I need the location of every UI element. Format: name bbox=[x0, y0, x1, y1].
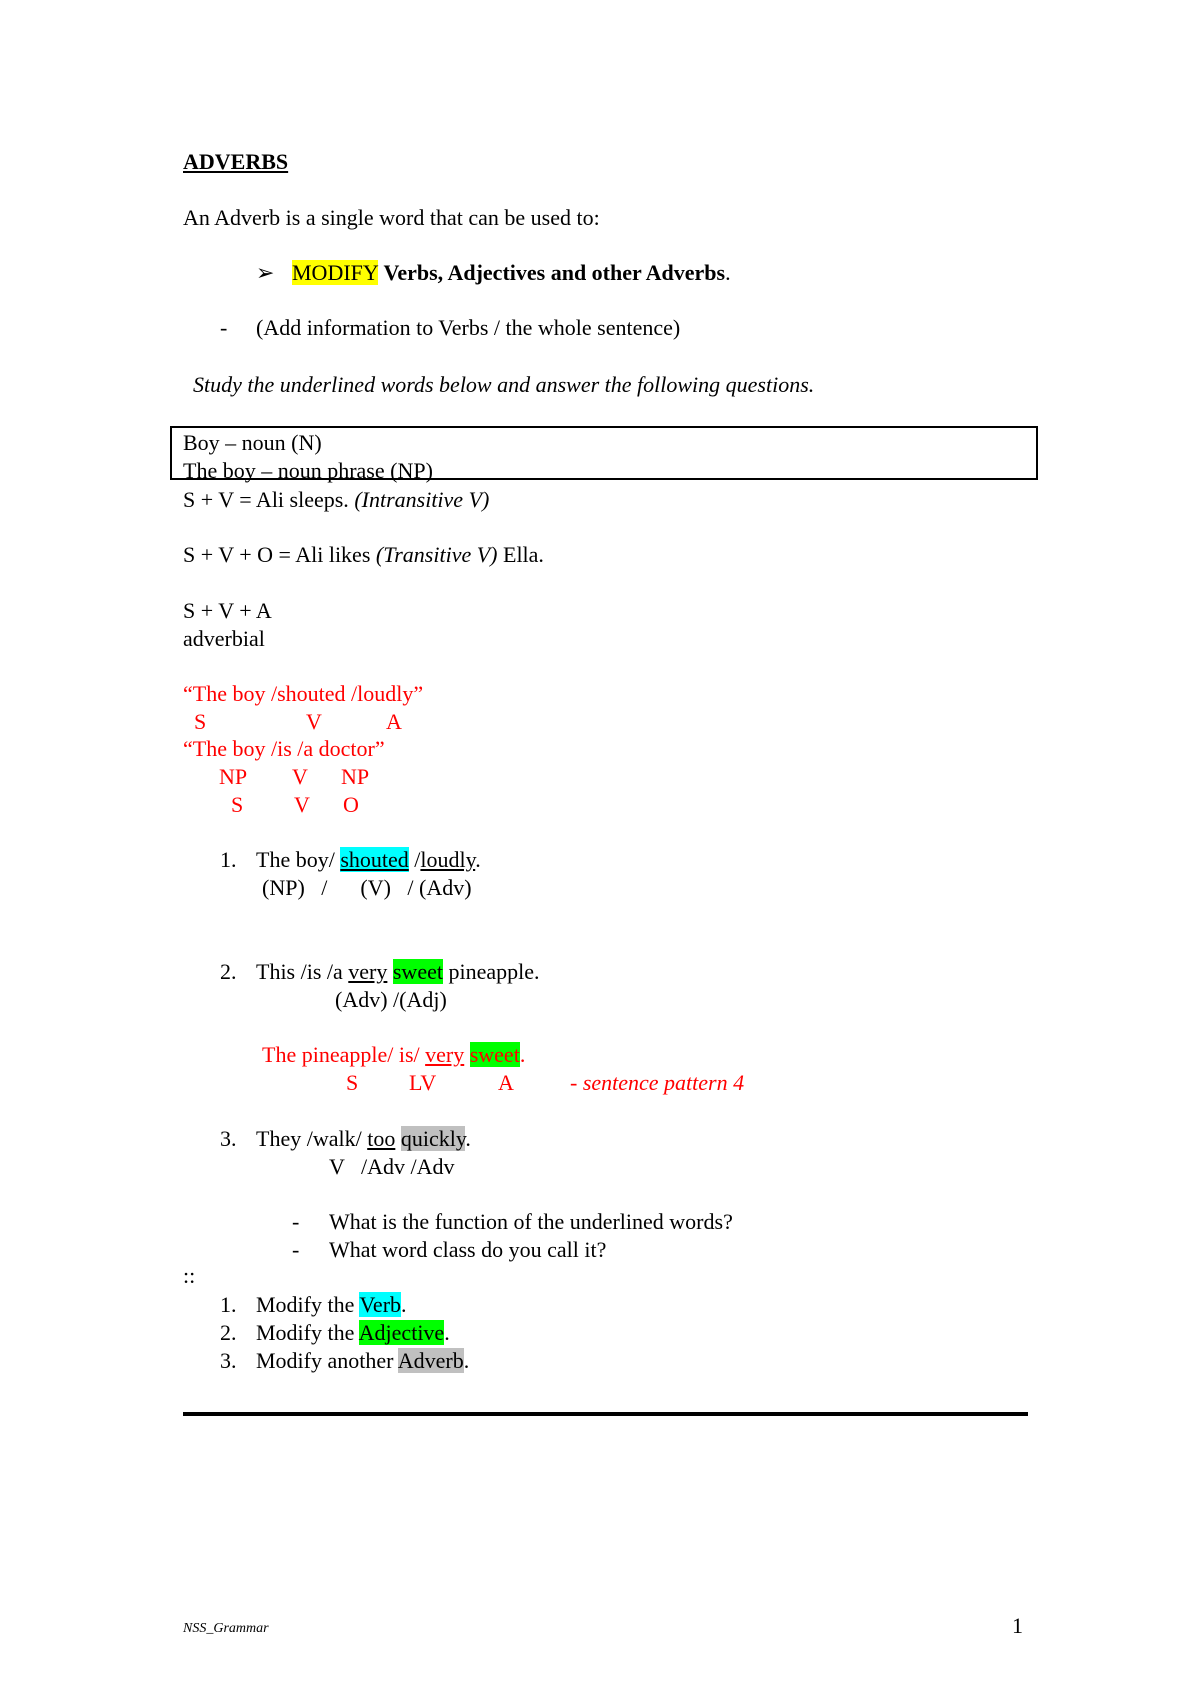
answer-1 bbox=[256, 1291, 407, 1318]
bullet-period: . bbox=[725, 260, 731, 285]
answer-1-highlight: Verb bbox=[359, 1292, 402, 1317]
item-3-space bbox=[395, 1126, 401, 1151]
question-2-dash: - bbox=[292, 1237, 300, 1262]
item-2-red-end: . bbox=[519, 1042, 526, 1067]
section-divider bbox=[183, 1412, 1028, 1416]
item-3-adverb-1: too bbox=[367, 1126, 396, 1151]
colons: :: bbox=[183, 1263, 196, 1288]
red-tag-v2: V bbox=[292, 764, 308, 789]
answer-1-number: 1. bbox=[220, 1292, 237, 1317]
question-2: What word class do you call it? bbox=[329, 1237, 607, 1262]
item-2-adjective: sweet bbox=[392, 959, 443, 984]
pattern2-post: Ella. bbox=[497, 542, 544, 567]
box-line-1: Boy – noun (N) bbox=[183, 430, 322, 455]
red-tag-np2: NP bbox=[341, 764, 370, 789]
question-1: What is the function of the underlined words? bbox=[329, 1209, 733, 1234]
modify-bullet bbox=[292, 259, 731, 286]
item-2-red-adjective: sweet bbox=[469, 1042, 520, 1067]
modify-highlight: MODIFY bbox=[292, 260, 378, 285]
answer-2-highlight: Adjective bbox=[358, 1320, 445, 1345]
item-1-verb: shouted bbox=[340, 847, 409, 872]
item-2-red-tag-a: A bbox=[498, 1070, 514, 1095]
item-1-sentence bbox=[256, 846, 481, 873]
item-3-pre: They /walk/ bbox=[256, 1126, 368, 1151]
red-sentence-2: “The boy /is /a doctor” bbox=[183, 736, 385, 761]
pattern1-italic: (Intransitive V) bbox=[354, 487, 490, 512]
item-3-end: . bbox=[465, 1126, 471, 1151]
red-tag-np1: NP bbox=[219, 764, 248, 789]
page-title: ADVERBS bbox=[183, 149, 289, 174]
item-2-adverb: very bbox=[348, 959, 388, 984]
answer-2 bbox=[256, 1319, 450, 1346]
red-tag-v: V bbox=[306, 709, 322, 734]
item-3-adverb-2: quickly bbox=[400, 1126, 466, 1151]
red-tag-v3: V bbox=[294, 792, 310, 817]
pattern1-text: S + V = Ali sleeps. bbox=[183, 487, 355, 512]
intro-text: An Adverb is a single word that can be used to: bbox=[183, 205, 600, 230]
item-2-pre: This /is /a bbox=[256, 959, 349, 984]
box-line-2: The boy – noun phrase (NP) bbox=[183, 458, 433, 483]
page-number: 1 bbox=[1012, 1613, 1023, 1638]
red-tag-s: S bbox=[194, 709, 207, 734]
pattern-adverbial-label: adverbial bbox=[183, 626, 265, 651]
modify-targets: Verbs, Adjectives and other Adverbs bbox=[383, 260, 726, 285]
pattern-svo-2 bbox=[183, 541, 544, 568]
answer-2-end: . bbox=[444, 1320, 450, 1345]
dash-marker: - bbox=[220, 315, 228, 340]
red-tag-a: A bbox=[386, 709, 402, 734]
arrow-bullet-icon: ➢ bbox=[256, 260, 275, 285]
pattern2-italic: (Transitive V) bbox=[375, 542, 498, 567]
footer-label: NSS_Grammar bbox=[183, 1621, 269, 1636]
red-tag-s2: S bbox=[231, 792, 244, 817]
sentence-pattern-note: - sentence pattern 4 bbox=[570, 1070, 745, 1095]
answer-3-highlight: Adverb bbox=[397, 1348, 464, 1373]
answer-2-pre: Modify the bbox=[256, 1320, 359, 1345]
item-1-adverb: loudly bbox=[420, 847, 476, 872]
item-2-red-tag-s: S bbox=[346, 1070, 359, 1095]
item-1-number: 1. bbox=[220, 847, 237, 872]
item-2-red-pre: The pineapple/ is/ bbox=[262, 1042, 426, 1067]
item-2-tags: (Adv) /(Adj) bbox=[335, 987, 447, 1012]
item-2-number: 2. bbox=[220, 959, 237, 984]
item-1-mid: / bbox=[408, 847, 421, 872]
pattern2-pre: S + V + O = Ali likes bbox=[183, 542, 376, 567]
red-tag-o: O bbox=[343, 792, 359, 817]
item-2-end: pineapple. bbox=[442, 959, 540, 984]
answer-1-pre: Modify the bbox=[256, 1292, 360, 1317]
item-3-tags: V /Adv /Adv bbox=[329, 1154, 455, 1179]
answer-3-pre: Modify another bbox=[256, 1348, 398, 1373]
answer-2-number: 2. bbox=[220, 1320, 237, 1345]
item-2-red-space bbox=[464, 1042, 470, 1067]
item-1-tags: (NP) / (V) / (Adv) bbox=[262, 875, 472, 900]
red-sentence-1: “The boy /shouted /loudly” bbox=[183, 681, 424, 706]
item-3-sentence bbox=[256, 1125, 471, 1152]
item-2-red-sentence bbox=[262, 1041, 525, 1068]
pattern-sva: S + V + A bbox=[183, 598, 272, 623]
item-2-red-tag-lv: LV bbox=[409, 1070, 437, 1095]
item-3-number: 3. bbox=[220, 1126, 237, 1151]
answer-1-end: . bbox=[401, 1292, 407, 1317]
item-2-red-adverb: very bbox=[425, 1042, 465, 1067]
item-1-end: . bbox=[475, 847, 481, 872]
item-2-sentence bbox=[256, 958, 540, 985]
answer-3-end: . bbox=[463, 1348, 470, 1373]
item-1-pre: The boy/ bbox=[256, 847, 341, 872]
question-1-dash: - bbox=[292, 1209, 300, 1234]
dash-note: (Add information to Verbs / the whole sentence) bbox=[256, 315, 681, 340]
answer-3-number: 3. bbox=[220, 1348, 237, 1373]
instruction: Study the underlined words below and answer the following questions. bbox=[193, 372, 815, 397]
pattern-svo-1 bbox=[183, 486, 489, 513]
answer-3 bbox=[256, 1347, 469, 1374]
